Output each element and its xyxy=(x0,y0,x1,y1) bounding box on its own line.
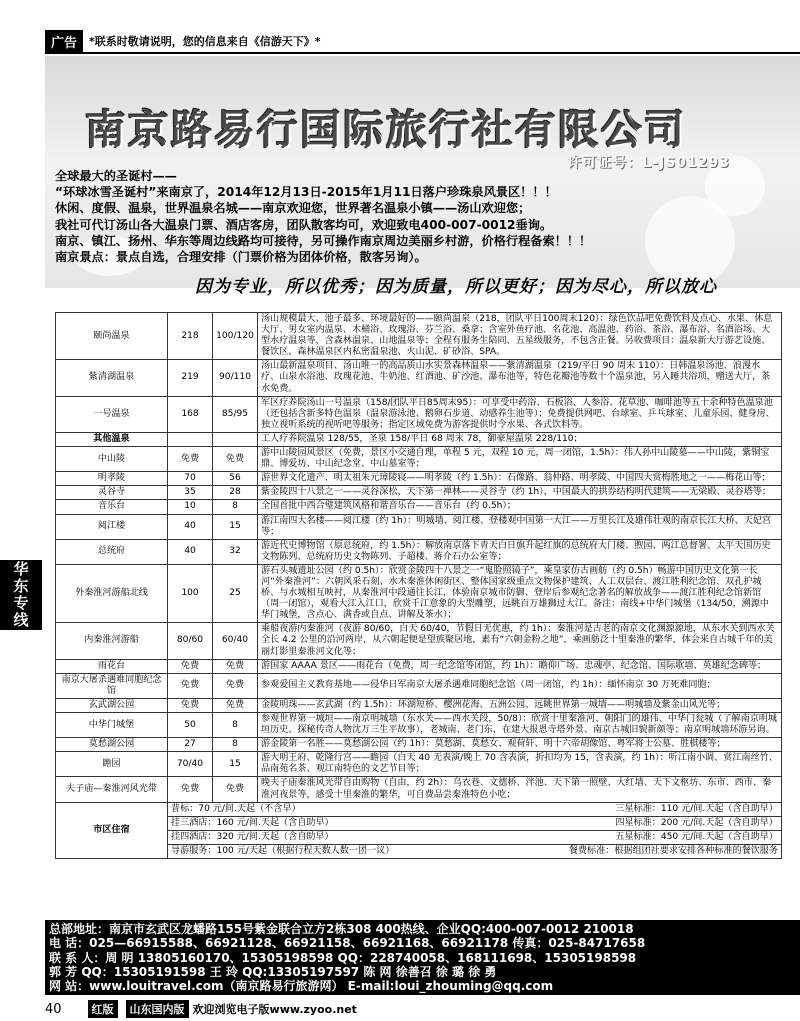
table-row xyxy=(56,659,782,673)
group-price: 100/120 xyxy=(213,313,258,360)
top-bar xyxy=(45,30,800,54)
attraction-name: 玄武湖公园 xyxy=(56,698,168,712)
list-price: 70/40 xyxy=(168,752,213,777)
edition-region-tag: 山东国内版 xyxy=(126,1000,189,1018)
list-price: 35 xyxy=(168,486,213,500)
intro-line: 我社可代订汤山各大温泉门票、酒店客房，团队散客均可，欢迎致电400-007-0012垂询。 xyxy=(55,217,553,232)
group-price: 8 xyxy=(213,738,258,752)
group-price: 25 xyxy=(213,564,258,622)
license-number: 许可证号：L-JS01293 xyxy=(567,155,730,171)
table-row xyxy=(56,713,782,738)
contact-person: 联 系 人：周 明 13805160170、15305198598 QQ：228740058、168111698、15305198598 xyxy=(49,950,637,965)
attraction-name: 总统府 xyxy=(56,539,168,564)
attraction-name: 音乐台 xyxy=(56,500,168,514)
list-price: 27 xyxy=(168,738,213,752)
company-title: 南京路易行国际旅行社有限公司 xyxy=(85,107,687,153)
group-price: 免费 xyxy=(213,777,258,802)
contact-phone: 电 话：025—66915588、66921128、66921158、66921168、66921178 传真：025-84717658 xyxy=(49,936,646,951)
attraction-name: 其他温泉 xyxy=(56,432,168,446)
intro-line: 南京景点：景点自选，合理安排（门票价格为团体价格，散客另询）。 xyxy=(55,250,427,265)
attraction-name: 明孝陵 xyxy=(56,472,168,486)
ad-notice: *联系时敬请说明，您的信息来自《信游天下》* xyxy=(89,35,321,48)
attraction-description: 游大明王府、乾隆行宫——瞻园（白天 40 无表演/晚上 70 含表演，折扣均为 15，含表演，约 1h）：听江南小调、赏江南丝竹、品南苑名茶、观江南特色的文艺节目等； xyxy=(258,752,782,777)
contact-website[interactable]: 网 站：www.louitravel.com（南京路易行旅游网） E-mail:loui_zhouming@qq.com xyxy=(49,979,554,994)
contact-qq: 郭 芳 QQ：15305191598 王 玲 QQ:13305197597 陈 网 徐善召 徐 璐 徐 勇 xyxy=(49,964,497,979)
hotel-rate-left: 挂四酒店：320 元/间.天起（含自助早） xyxy=(171,831,334,842)
list-price: 218 xyxy=(168,313,213,360)
attraction-description: 参观世界第一城垣——南京明城墙（东水关——西水关段，50/8）：欣赏十里秦淮河、朝阳门的雄伟、中华门瓮城（了解南京明城垣历史、探秘传奇人物沈万三生平故事），老城南、老门东，在建大报恩寺塔外景、南京古城旧貌新颜等；南京明城墙环游另询。 xyxy=(258,713,782,738)
attraction-description: 紫金陵四十八景之一——灵谷深松、天下第一禅林——灵谷寺（约 1h），中国最大的拱券结构明代建筑——无梁殿、灵谷塔等； xyxy=(258,486,782,500)
hotel-rate-right: 餐费标准：根据组团社要求安排各种标准的餐饮服务 xyxy=(568,845,778,856)
attraction-description: 金陵明珠——玄武湖（约 1.5h）：环湖短桥、樱洲花海、五洲公园、远眺世界第一城墙——明城墙及紫金山风光等； xyxy=(258,698,782,712)
table-row xyxy=(56,539,782,564)
group-price: 免费 xyxy=(213,698,258,712)
side-tab: 华东专线 xyxy=(0,560,42,630)
group-price: 85/95 xyxy=(213,396,258,432)
attraction-name: 颐尚温泉 xyxy=(56,313,168,360)
contact-block xyxy=(45,920,800,995)
attraction-description: 乘船夜游内秦淮河（夜游 80/60，白天 60/40，节假日无优惠，约 1h）：秦淮河是古老的南京文化渊源源地，从东水关到西水关全长 4.2 公里的沿河两岸，从六朝起便是望族聚居地，素有“六朝金粉之地”，乘画舫泛十里秦淮的繁华，体会来自古城千年的美丽灯影里秦淮河文化等； xyxy=(258,623,782,659)
attraction-name: 中山陵 xyxy=(56,447,168,472)
table-row xyxy=(56,432,782,446)
table-row xyxy=(56,698,782,712)
table-row xyxy=(56,313,782,360)
group-price: 90/110 xyxy=(213,360,258,396)
table-row xyxy=(56,396,782,432)
table-row xyxy=(56,360,782,396)
group-price: 15 xyxy=(213,514,258,539)
attraction-description: 游中山陵园风景区（免费，景区小交通自理，单程 5 元，双程 10 元，周一闭馆，1.5h）：伟人孙中山陵墓——中山陵，紫铜宝鼎、博爱坊、中山纪念堂、中山墓室等； xyxy=(258,447,782,472)
list-price: 免费 xyxy=(168,698,213,712)
attraction-name: 内秦淮河游船 xyxy=(56,623,168,659)
attraction-name: 外秦淮河游船北线 xyxy=(56,564,168,622)
attraction-description: 游近代史博物馆（原总统府，约 1.5h）：解放南京落下青天白日旗升起红旗的总统府大门楼、煦园、两江总督署、太平天国历史文物陈列、总统府历史文物陈列、子超楼、蒋介石办公室等； xyxy=(258,539,782,564)
attraction-name: 阅江楼 xyxy=(56,514,168,539)
footer-note[interactable]: 欢迎浏览电子版www.zyoo.net xyxy=(192,1003,357,1016)
attraction-name: 紫清湖温泉 xyxy=(56,360,168,396)
table-row xyxy=(56,777,782,802)
attraction-name: 中华门城堡 xyxy=(56,713,168,738)
list-price: 40 xyxy=(168,539,213,564)
list-price: 10 xyxy=(168,500,213,514)
attraction-name: 雨花台 xyxy=(56,659,168,673)
intro-line: “环球冰雪圣诞村”来南京了，2014年12月13日-2015年1月11日落户珍珠泉风景区！！！ xyxy=(55,185,557,200)
hotel-rate-left: 导游服务：100 元/天起（根据行程天数人数一团一议） xyxy=(171,845,395,856)
attraction-name: 瞻园 xyxy=(56,752,168,777)
table-row xyxy=(56,447,782,472)
edition-tag: 红版 xyxy=(88,1000,118,1018)
attraction-description: 游世界文化遗产、明太祖朱元璋陵寝——明孝陵（约 1.5h）：石像路、翁仲路、明孝陵、中国四大赏梅胜地之一——梅花山等； xyxy=(258,472,782,486)
table-row xyxy=(56,514,782,539)
list-price: 80/60 xyxy=(168,623,213,659)
group-price: 免费 xyxy=(213,673,258,698)
list-price: 219 xyxy=(168,360,213,396)
table-row xyxy=(56,623,782,659)
group-price: 60/40 xyxy=(213,623,258,659)
group-price xyxy=(213,432,258,446)
group-price: 8 xyxy=(213,713,258,738)
hotel-rate-right: 四星标准：200 元/间.天起（含自助早） xyxy=(615,817,778,828)
intro-line: 全球最大的圣诞村—— xyxy=(55,169,177,183)
poster-banner xyxy=(45,56,800,288)
attraction-description: 晚夫子庙秦淮风光带自由购物（自由，约 2h）：乌衣巷、文德桥、泮池、天下第一照壁、大红墙、天下文枢坊、东市、西市、秦淮河夜景等，感受十里秦淮的繁华，可自费品尝秦淮特色小吃； xyxy=(258,777,782,802)
page-number: 40 xyxy=(45,1001,62,1017)
group-price: 8 xyxy=(213,500,258,514)
list-price: 100 xyxy=(168,564,213,622)
attraction-description: 军区疗养院汤山一号温泉（158/团队平日85周末95）：可享受中药浴、石板浴、人参浴、花草池、咖啡池等五十余种特色温泉池（还包括含新多特色温泉（温泉游泳池、鹅卵石步道、动感养生池等）；免费提供网吧、台球室、乒乓球室、儿童乐园、健身房、独立视听系统的视听吧等服务；指定区域免费为游客提供时令水果、各式饮料等。 xyxy=(258,396,782,432)
attraction-description: 游金陵第一名胜——莫愁湖公园（约 1h）：莫愁湖、莫愁女、观荷轩、明十六帝胡像馆、粤军将士公墓、胜棋楼等； xyxy=(258,738,782,752)
list-price: 免费 xyxy=(168,777,213,802)
group-price: 28 xyxy=(213,486,258,500)
attraction-description: 参观爱国主义教育基地——侵华日军南京大屠杀遇难同胞纪念馆（周一闭馆，约 1h）：缅怀南京 30 万死难同胞； xyxy=(258,673,782,698)
attraction-description: 全国首批中西合璧建筑风格和谐音乐台——音乐台（约 0.5h）； xyxy=(258,500,782,514)
slogan: 因为专业，所以优秀；因为质量，所以更好；因为尽心，所以放心 xyxy=(195,277,717,297)
hotel-rate-left: 挂三酒店：160 元/间.天起（含自助早） xyxy=(171,817,334,828)
intro-text xyxy=(55,168,775,265)
hotel-label: 市区住宿 xyxy=(56,802,168,858)
attraction-name: 莫愁湖公园 xyxy=(56,738,168,752)
list-price: 70 xyxy=(168,472,213,486)
list-price: 免费 xyxy=(168,447,213,472)
list-price: 50 xyxy=(168,713,213,738)
group-price: 32 xyxy=(213,539,258,564)
contact-address: 总部地址：南京市玄武区龙蟠路155号紫金联合立方2栋308 400热线、企业QQ:400-007-0012 210018 xyxy=(49,922,634,936)
list-price xyxy=(168,432,213,446)
attraction-description: 游国家 AAAA 景区——雨花台（免费，周一纪念馆等闭馆，约 1h）：瞻仰广场、忠魂亭、纪念馆、国际歌墙、英雄纪念碑等； xyxy=(258,659,782,673)
table-row xyxy=(56,472,782,486)
group-price: 15 xyxy=(213,752,258,777)
intro-line: 休闲、度假、温泉，世界温泉名城——南京欢迎您，世界著名温泉小镇——汤山欢迎您； xyxy=(55,201,531,216)
intro-line: 南京、镇江、扬州、华东等周边线路均可接待，另可操作南京周边美丽乡村游，价格行程备索！！！ xyxy=(55,233,592,248)
attraction-name: 一号温泉 xyxy=(56,396,168,432)
table-row xyxy=(56,564,782,622)
hotel-row xyxy=(56,802,782,816)
table-row xyxy=(56,738,782,752)
attraction-name: 灵谷寺 xyxy=(56,486,168,500)
hotel-cell xyxy=(168,830,782,844)
hotel-rate-right: 三星标准：110 元/间.天起（含自助早） xyxy=(615,803,778,814)
hotel-cell xyxy=(168,844,782,858)
attraction-description: 工人疗养院温泉 128/55，圣泉 158/平日 68 周末 78，御豪屋温泉 228/110； xyxy=(258,432,782,446)
table-row xyxy=(56,500,782,514)
hotel-rate-right: 五星标准：450 元/间.天起（含自助早） xyxy=(615,831,778,842)
group-price: 免费 xyxy=(213,447,258,472)
list-price: 免费 xyxy=(168,659,213,673)
list-price: 免费 xyxy=(168,673,213,698)
attraction-description: 汤山规模最大、池子最多、环境最好的——颐尚温泉（218，团队平日100周末120）：绿色饮品吧免费饮料及点心、水果、休息大厅、男女室内温泉、木桶浴、玫瑰浴、芬兰浴、桑拿；含室外鱼疗池、名花池、高温池、药浴、茶浴、瀑布浴、名酒浴场、大型水疗温泉等，含森林温泉、山地温泉等；全程有服务生陪同、五星级服务，不包含正餐。另收费项目：温泉新大厅游艺设施、餐饮区、森林温泉区内私密温泉池、火山泥、矿砂浴、SPA。 xyxy=(258,313,782,360)
group-price: 56 xyxy=(213,472,258,486)
list-price: 40 xyxy=(168,514,213,539)
group-price: 免费 xyxy=(213,659,258,673)
hotel-rate-left: 普标：70 元/间.天起（不含早） xyxy=(171,803,301,814)
attraction-name: 南京大屠杀遇难同胞纪念馆 xyxy=(56,673,168,698)
hotel-cell xyxy=(168,816,782,830)
hotel-cell xyxy=(168,802,782,816)
list-price: 168 xyxy=(168,396,213,432)
attraction-description: 汤山最新温泉项目、汤山唯一的高品质山水实景森林温泉——紫清湖温泉（219/平日 90 周末 110）：日韩温泉汤池、浪漫水疗、山泉水浴池、玫瑰花池、牛奶池、红酒池、矿沙池、瀑布池等，特色花瓣池等数十个温泉池，另入睡共浴项，赠送大厅，茶水免费。 xyxy=(258,360,782,396)
attraction-name: 夫子庙—秦淮河风光带 xyxy=(56,777,168,802)
attractions-table xyxy=(55,312,782,859)
table-row xyxy=(56,673,782,698)
table-row xyxy=(56,752,782,777)
attraction-description: 游石头城遗址公园（约 0.5h）：欣赏金陵四十八景之一“鬼脸照镜子”，乘皇家仿古画舫（约 0.5h）畅游中国历史文化第一长河“外秦淮河”：六朝风采石刻、水木秦淮休闲街区、整体国家级重点文物保护建筑、人工双层台、渡江胜利纪念馆、双孔护城桥、与水城相互映衬，从秦淮河中段通往长江，体验南京城市防御、登岸后参观纪念著名的解放战争——渡江胜利纪念馆新馆（周一闭馆），观看大江入江口，欣赏千江意象的大型雕塑，远眺百万雄狮过大江。备注：南线+中华门城堡（134/50，溯源中华门城堡，含点心、满香或自点、讲解及茶水）； xyxy=(258,564,782,622)
ad-label: 广告 xyxy=(45,30,83,53)
attraction-description: 游江南四大名楼——阅江楼（约 1h）：明城墙、阅江楼、登楼观中国第一大江——万里长江及雄伟壮观的南京长江大桥、天妃宫等； xyxy=(258,514,782,539)
page-frame xyxy=(45,22,800,1021)
table-row xyxy=(56,486,782,500)
footer xyxy=(45,999,800,1019)
